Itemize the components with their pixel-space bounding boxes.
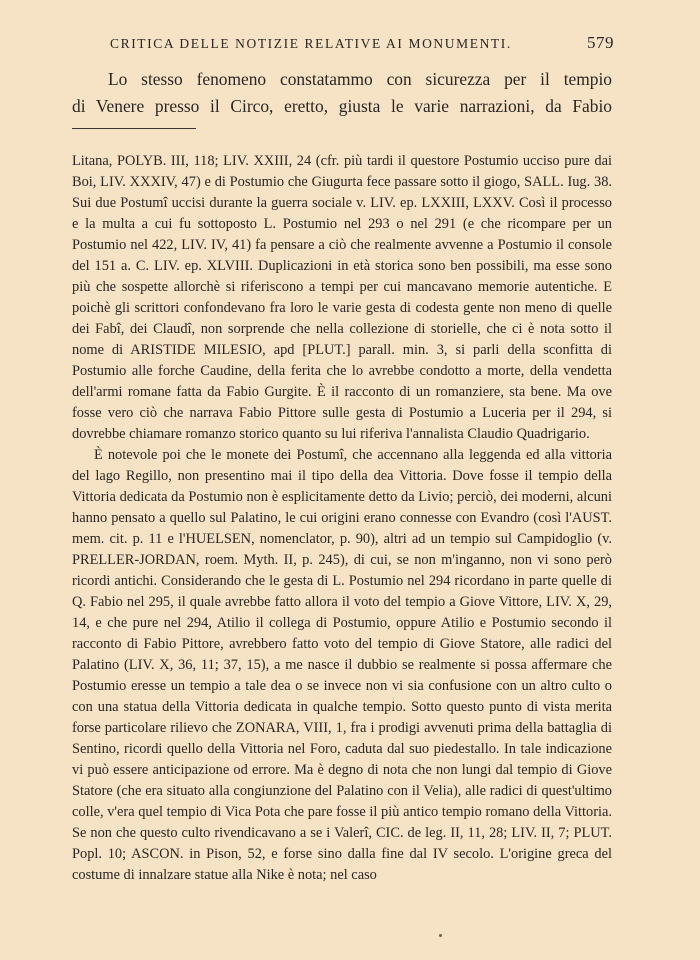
footnote-separator xyxy=(72,128,196,129)
footnote-paragraph-1: Litana, POLYB. III, 118; LIV. XXIII, 24 (cfr. più tardi il questore Postumio ucciso pure dai Boi, LIV. XXXIV, 47) e di Postumio che Giugurta fece passare sotto il giogo, SALL. Iug. 38. Sui due Postumî uccisi durante la guerra sociale v. LIV. ep. LXXIII, LXXV. Così il processo e la multa a cui fu sottoposto L. Postumio nel 293 o nel 291 (e che ricompare per un Postumio nel 422, LIV. IV, 41) fa pensare a ciò che realmente avvenne a Postumio il console del 151 a. C. LIV. ep. XLVIII. Duplicazioni in età storica sono ben possibili, ma esse sono più che sospette allorchè si riferiscono a tempi per cui mancavano memorie autentiche. E poichè gli scrittori confondevano fra loro le varie gesta di codesta gente non meno di quelle dei Fabî, dei Claudî, non sorprende che nella collezione di storielle, che ci è nota sotto il nome di ARISTIDE MILESIO, apd [PLUT.] parall. min. 3, si parli della sconfitta di Postumio alle forche Caudine, della ferita che lo avrebbe condotto a morte, della vendetta dell'armi romane fatta da Fabio Gurgite. È il racconto di un romanziere, sta bene. Ma ove fosse vero ciò che narrava Fabio Pittore sulle gesta di Postumio a Luceria per il 294, si dovrebbe chiamare romanzo storico quanto su lui riferiva l'annalista Claudio Quadrigario. xyxy=(72,153,612,442)
main-text xyxy=(72,66,612,119)
print-mark xyxy=(439,934,442,937)
running-title: CRITICA DELLE NOTIZIE RELATIVE AI MONUMENTI. xyxy=(110,36,512,51)
main-text-line-1: Lo stesso fenomeno constatammo con sicurezza per il tempio xyxy=(108,69,612,89)
footnote-paragraph-2: È notevole poi che le monete dei Postumî, che accennano alla leggenda ed alla vittoria del lago Regillo, non presentino mai il tipo della dea Vittoria. Dove fosse il tempio della Vittoria dedicata da Postumio non è esplicitamente detto da Livio; perciò, dei moderni, alcuni hanno pensato a quello sul Palatino, le cui origini erano connesse con Evandro (così l'AUST. mem. cit. p. 11 e l'HUELSEN, nomenclator, p. 90), altri ad un tempio sul Campidoglio (v. PRELLER-JORDAN, roem. Myth. II, p. 245), di cui, se non m'inganno, non vi sono però ricordi antichi. Considerando che le gesta di L. Postumio nel 294 ricordano in parte quelle di Q. Fabio nel 295, il quale avrebbe fatto allora il voto del tempio a Giove Vittore, LIV. X, 29, 14, e che pure nel 294, Atilio il collega di Postumio, oppure Atilio e Postumio secondo il racconto di Fabio Pittore, avrebbero fatto voto del tempio di Giove Statore, alle radici del Palatino (LIV. X, 36, 11; 37, 15), a me nasce il dubbio se realmente si possa affermare che Postumio eresse un tempio a tale dea o se invece non vi sia confusione con un altro culto o con una statua della Vittoria dedicata in qualche tempio. Sotto questo punto di vista merita forse particolare rilievo che ZONARA, VIII, 1, fra i prodigi avvenuti prima della battaglia di Sentino, ricordi quello della Vittoria nel Foro, caduta dal suo piedestallo. In tale indicazione vi può essere anticipazione od errore. Ma è degno di nota che non lungi dal tempio di Giove Statore (che era situato alla congiunzione del Palatino con il Velia), alle radici di quest'ultimo colle, v'era quel tempio di Vica Pota che pare fosse il più antico tempio romano della Vittoria. Se non che questo culto rivendicavano a se i Valerî, CIC. de leg. II, 11, 28; LIV. II, 7; PLUT. Popl. 10; ASCON. in Pison, 52, e forse sino dalla fine dal IV secolo. L'origine greca del costume di innalzare statue alla Nike è nota; nel caso xyxy=(72,447,612,883)
running-header xyxy=(110,33,614,53)
main-text-line-2: di Venere presso il Circo, eretto, giusta le varie narrazioni, da Fabio xyxy=(72,95,612,116)
page-number: 579 xyxy=(587,33,614,52)
footnote-block xyxy=(72,151,612,886)
